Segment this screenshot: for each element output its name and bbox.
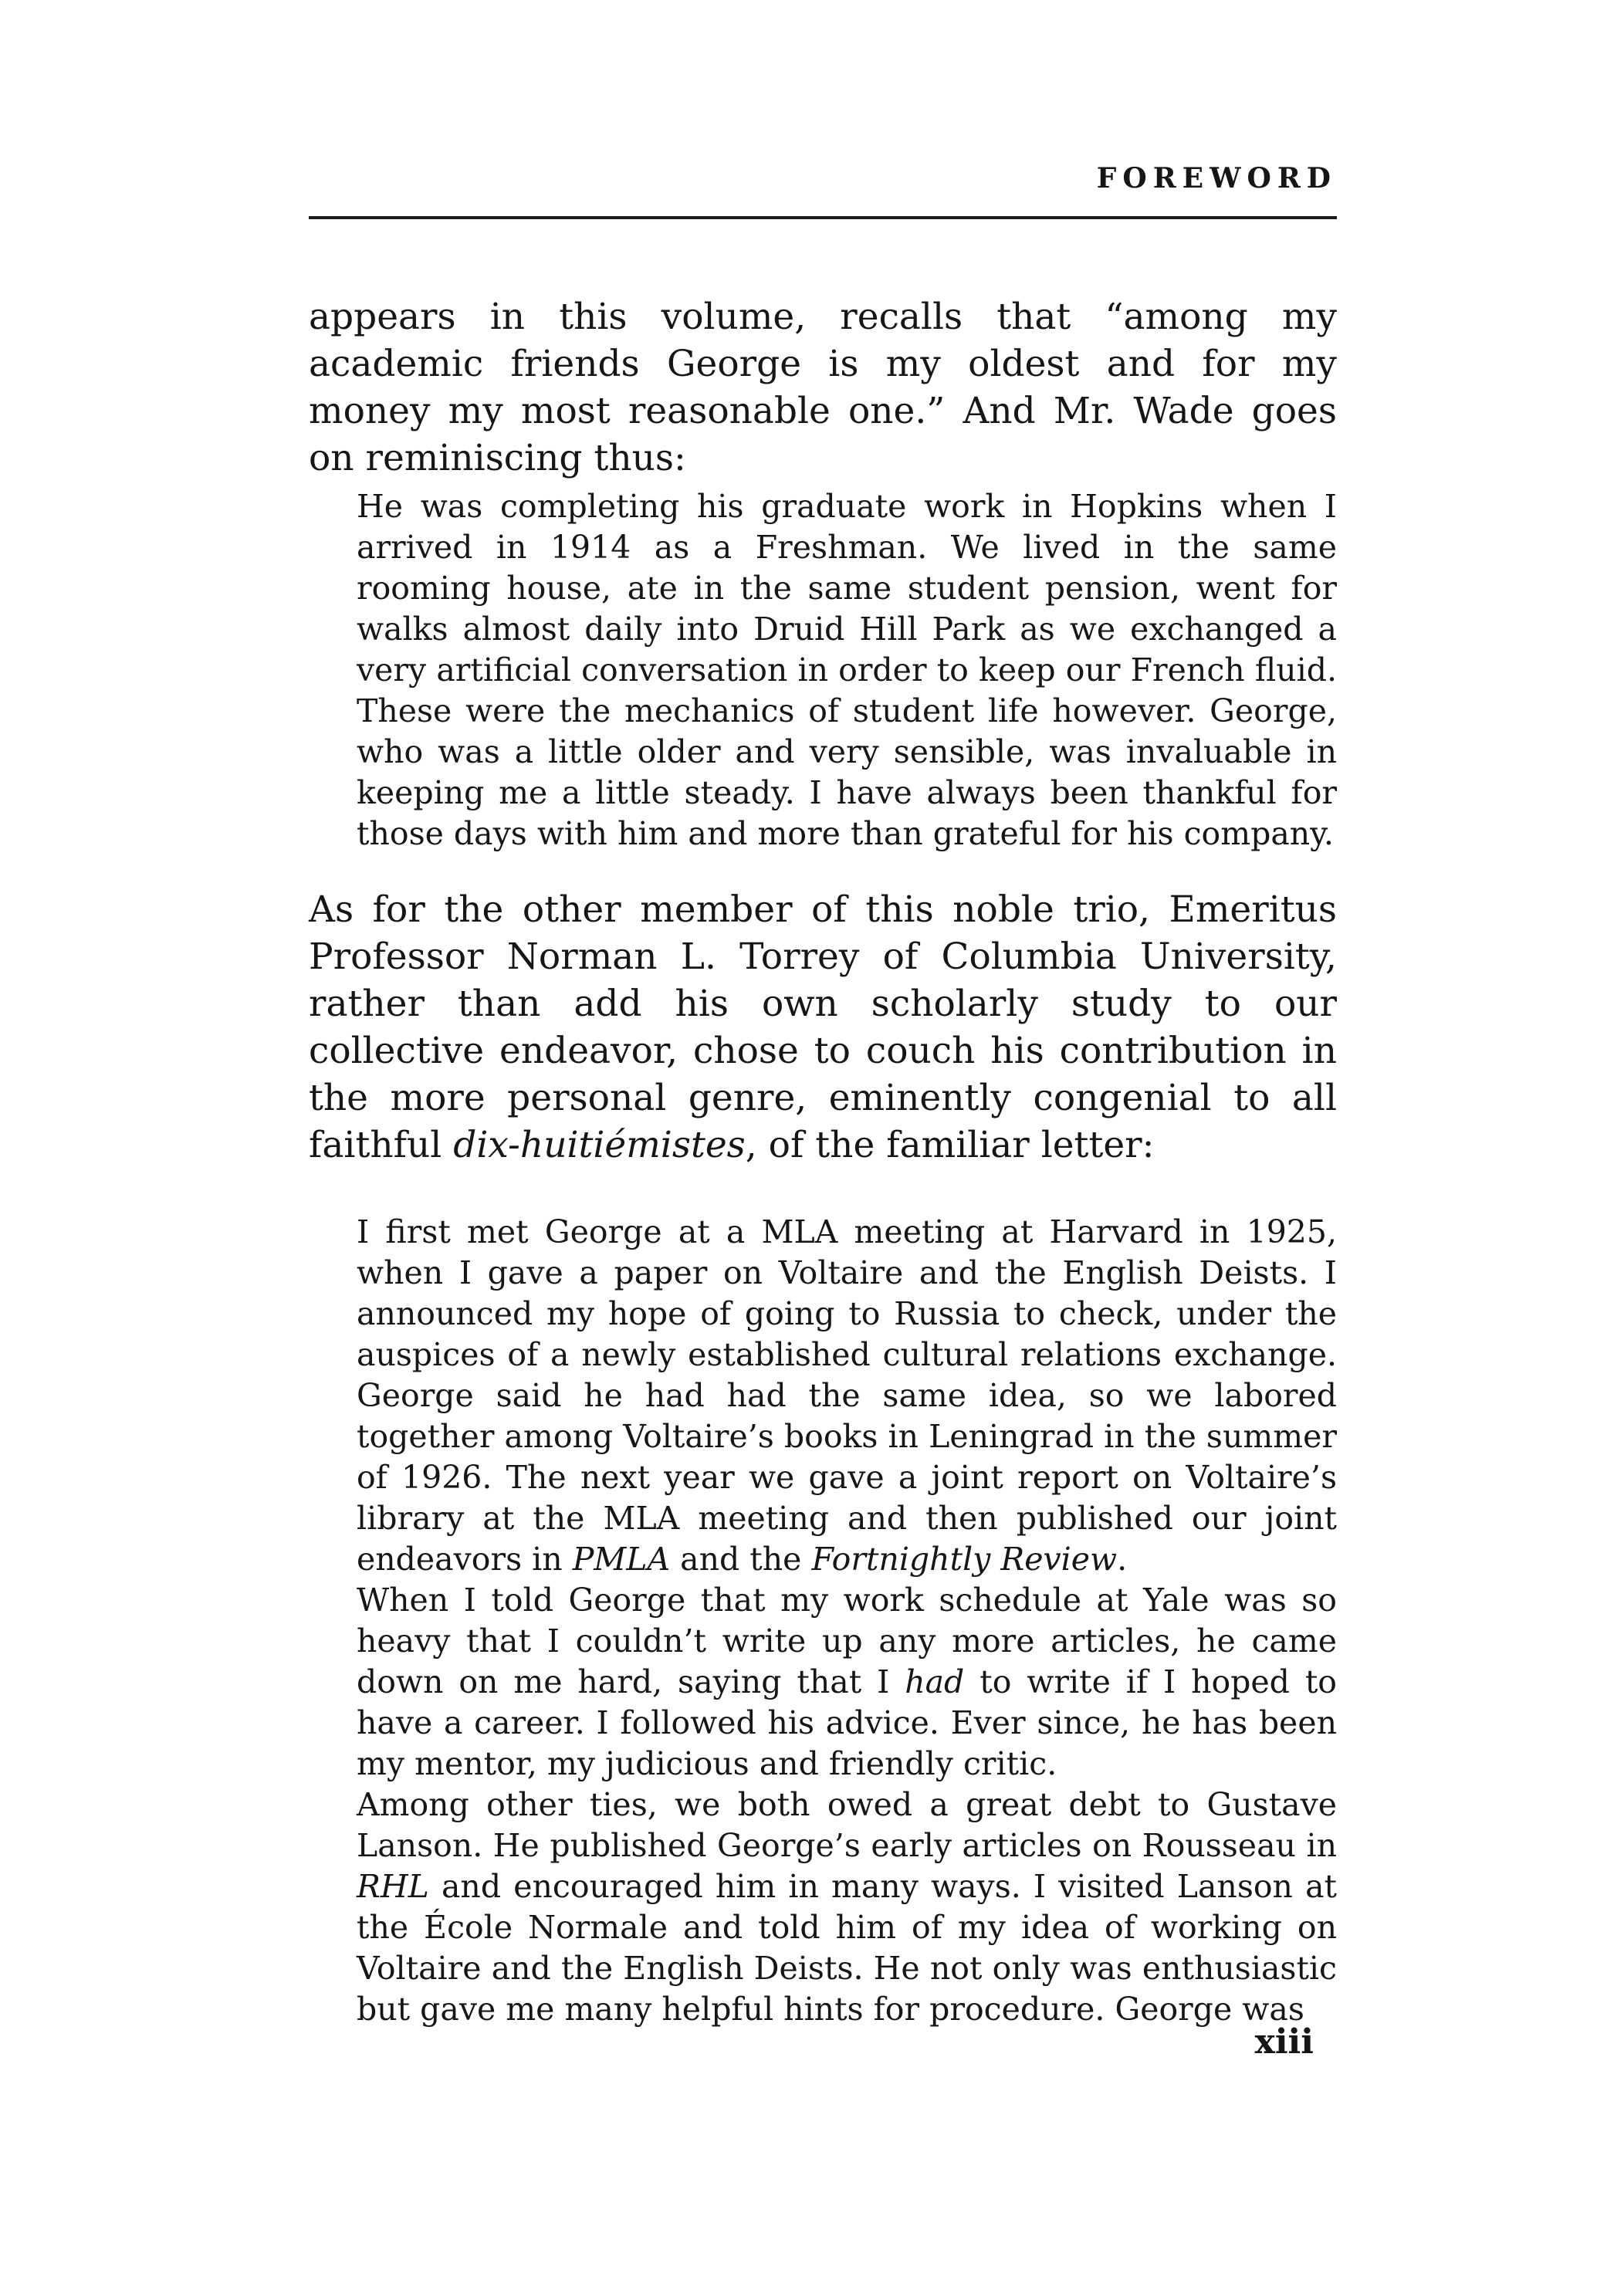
quote-torrey-p1-italic-pmla: PMLA xyxy=(572,1541,671,1578)
page-number: xiii xyxy=(1254,2022,1314,2062)
block-quote-torrey xyxy=(357,1212,1337,2030)
quote-torrey-p3-italic: RHL xyxy=(357,1868,429,1905)
running-head: FOREWORD xyxy=(1096,162,1337,195)
paragraph-2-text-a: As for the other member of this noble trio, Emeritus Professor Norman L. Torrey of Columbia University, rather than add his own scholarly study to our collective endeavor, chose to couch his contribution in the more personal genre, eminently congenial to all faithful xyxy=(309,888,1337,1166)
paragraph-2-italic: dix-huitiémistes xyxy=(453,1124,746,1166)
quote-torrey-p1-text-c: . xyxy=(1117,1541,1128,1578)
quote-torrey-p1-text-a: I first met George at a MLA meeting at Harvard in 1925, when I gave a paper on Voltaire and the English Deists. I announced my hope of going to Russia to check, under the auspices of a newly established cultural relations exchange. George said he had had the same idea, so we labored together among Voltaire’s books in Leningrad in the summer of 1926. The next year we gave a joint report on Voltaire’s library at the MLA meeting and then published our joint endeavors in xyxy=(357,1213,1337,1578)
quote-torrey-p1-italic-review: Fortnightly Review xyxy=(811,1541,1118,1578)
quote-wade-paragraph: He was completing his graduate work in Hopkins when I arrived in 1914 as a Freshman. We lived in the same rooming house, ate in the same student pension, went for walks almost daily into Druid Hill Park as we exchanged a very artificial conversation in order to keep our French fluid. These were the mechanics of student life however. George, who was a little older and very sensible, was invaluable in keeping me a little steady. I have always been thankful for those days with him and more than grateful for his company. xyxy=(357,488,1337,852)
quote-torrey-paragraph-1 xyxy=(357,1212,1337,1580)
quote-torrey-p2-text-b: to write if I hoped to have a career. I followed his advice. Ever since, he has been my mentor, my judicious and friendly critic. xyxy=(357,1663,1337,1782)
quote-torrey-p1-text-b: and the xyxy=(670,1541,812,1578)
quote-torrey-p2-text-a: When I told George that my work schedule at Yale was so heavy that I couldn’t write up any more articles, he came down on me hard, saying that I xyxy=(357,1582,1337,1700)
quote-torrey-p2-italic: had xyxy=(905,1663,965,1700)
paragraph-2-text-b: , of the familiar letter: xyxy=(745,1124,1155,1166)
quote-torrey-p3-text-a: Among other ties, we both owed a great debt to Gustave Lanson. He published George’s early articles on Rousseau in xyxy=(357,1786,1337,1864)
header-rule xyxy=(309,216,1337,219)
quote-torrey-paragraph-3 xyxy=(357,1785,1337,2030)
paragraph-2 xyxy=(309,886,1337,1169)
block-quote-wade xyxy=(357,486,1337,854)
paragraph-1: appears in this volume, recalls that “among my academic friends George is my oldest and for my money my most reasonable one.” And Mr. Wade goes on reminiscing thus: xyxy=(309,296,1337,479)
quote-torrey-p3-text-b: and encouraged him in many ways. I visited Lanson at the École Normale and told him of my idea of working on Voltaire and the English Deists. He not only was enthusiastic but gave me many helpful hints for procedure. George was xyxy=(357,1868,1337,2028)
quote-torrey-paragraph-2 xyxy=(357,1580,1337,1785)
